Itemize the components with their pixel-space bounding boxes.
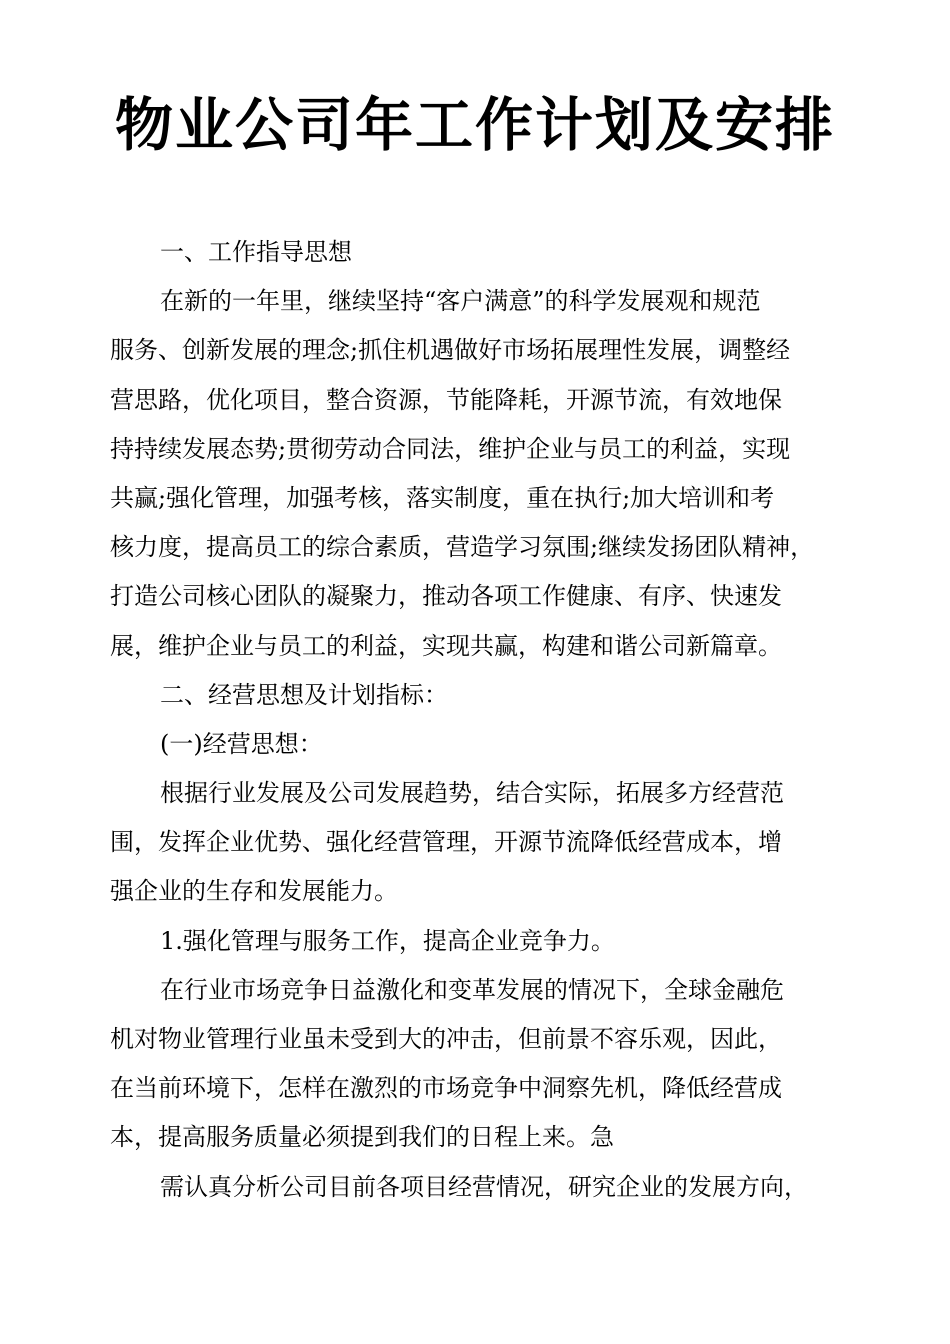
text-line: 在行业市场竞争日益激化和变革发展的情况下，全球金融危 [160, 975, 784, 1004]
text-line: 服务、创新发展的理念;抓住机遇做好市场拓展理性发展，调整经 [110, 336, 791, 365]
text-line: 需认真分析公司目前各项目经营情况，研究企业的发展方向， [160, 1172, 808, 1201]
text-line: 围，发挥企业优势、强化经营管理，开源节流降低经营成本，增 [110, 828, 782, 857]
text-line: 核力度，提高员工的综合素质，营造学习氛围;继续发扬团队精神， [110, 533, 815, 562]
text-line: 本，提高服务质量必须提到我们的日程上来。急 [110, 1123, 614, 1152]
document-title: 物业公司年工作计划及安排 [114, 91, 835, 159]
text-line: 展，维护企业与员工的利益，实现共赢，构建和谐公司新篇章。 [110, 631, 782, 660]
text-line: 共赢;强化管理，加强考核，落实制度，重在执行;加大培训和考 [110, 483, 775, 512]
text-line: 持持续发展态势;贯彻劳动合同法，维护企业与员工的利益，实现 [110, 434, 791, 463]
text-line: 二、经营思想及计划指标： [160, 680, 448, 709]
text-line: 强企业的生存和发展能力。 [110, 877, 398, 906]
text-line: 营思路，优化项目，整合资源，节能降耗，开源节流，有效地保 [110, 385, 782, 414]
text-line: 一、工作指导思想 [160, 238, 352, 266]
text-line: 1.强化管理与服务工作，提高企业竞争力。 [160, 926, 615, 955]
text-line: 打造公司核心团队的凝聚力，推动各项工作健康、有序、快速发 [110, 582, 782, 611]
text-line: 机对物业管理行业虽未受到大的冲击，但前景不容乐观，因此， [110, 1025, 782, 1053]
text-line: 在当前环境下，怎样在激烈的市场竞争中洞察先机，降低经营成 [110, 1074, 782, 1103]
document-body [110, 228, 870, 1212]
text-line: (一)经营思想： [160, 729, 323, 758]
text-line: 在新的一年里，继续坚持“客户满意”的科学发展观和规范 [160, 287, 761, 316]
text-line: 根据行业发展及公司发展趋势，结合实际，拓展多方经营范 [160, 779, 784, 808]
